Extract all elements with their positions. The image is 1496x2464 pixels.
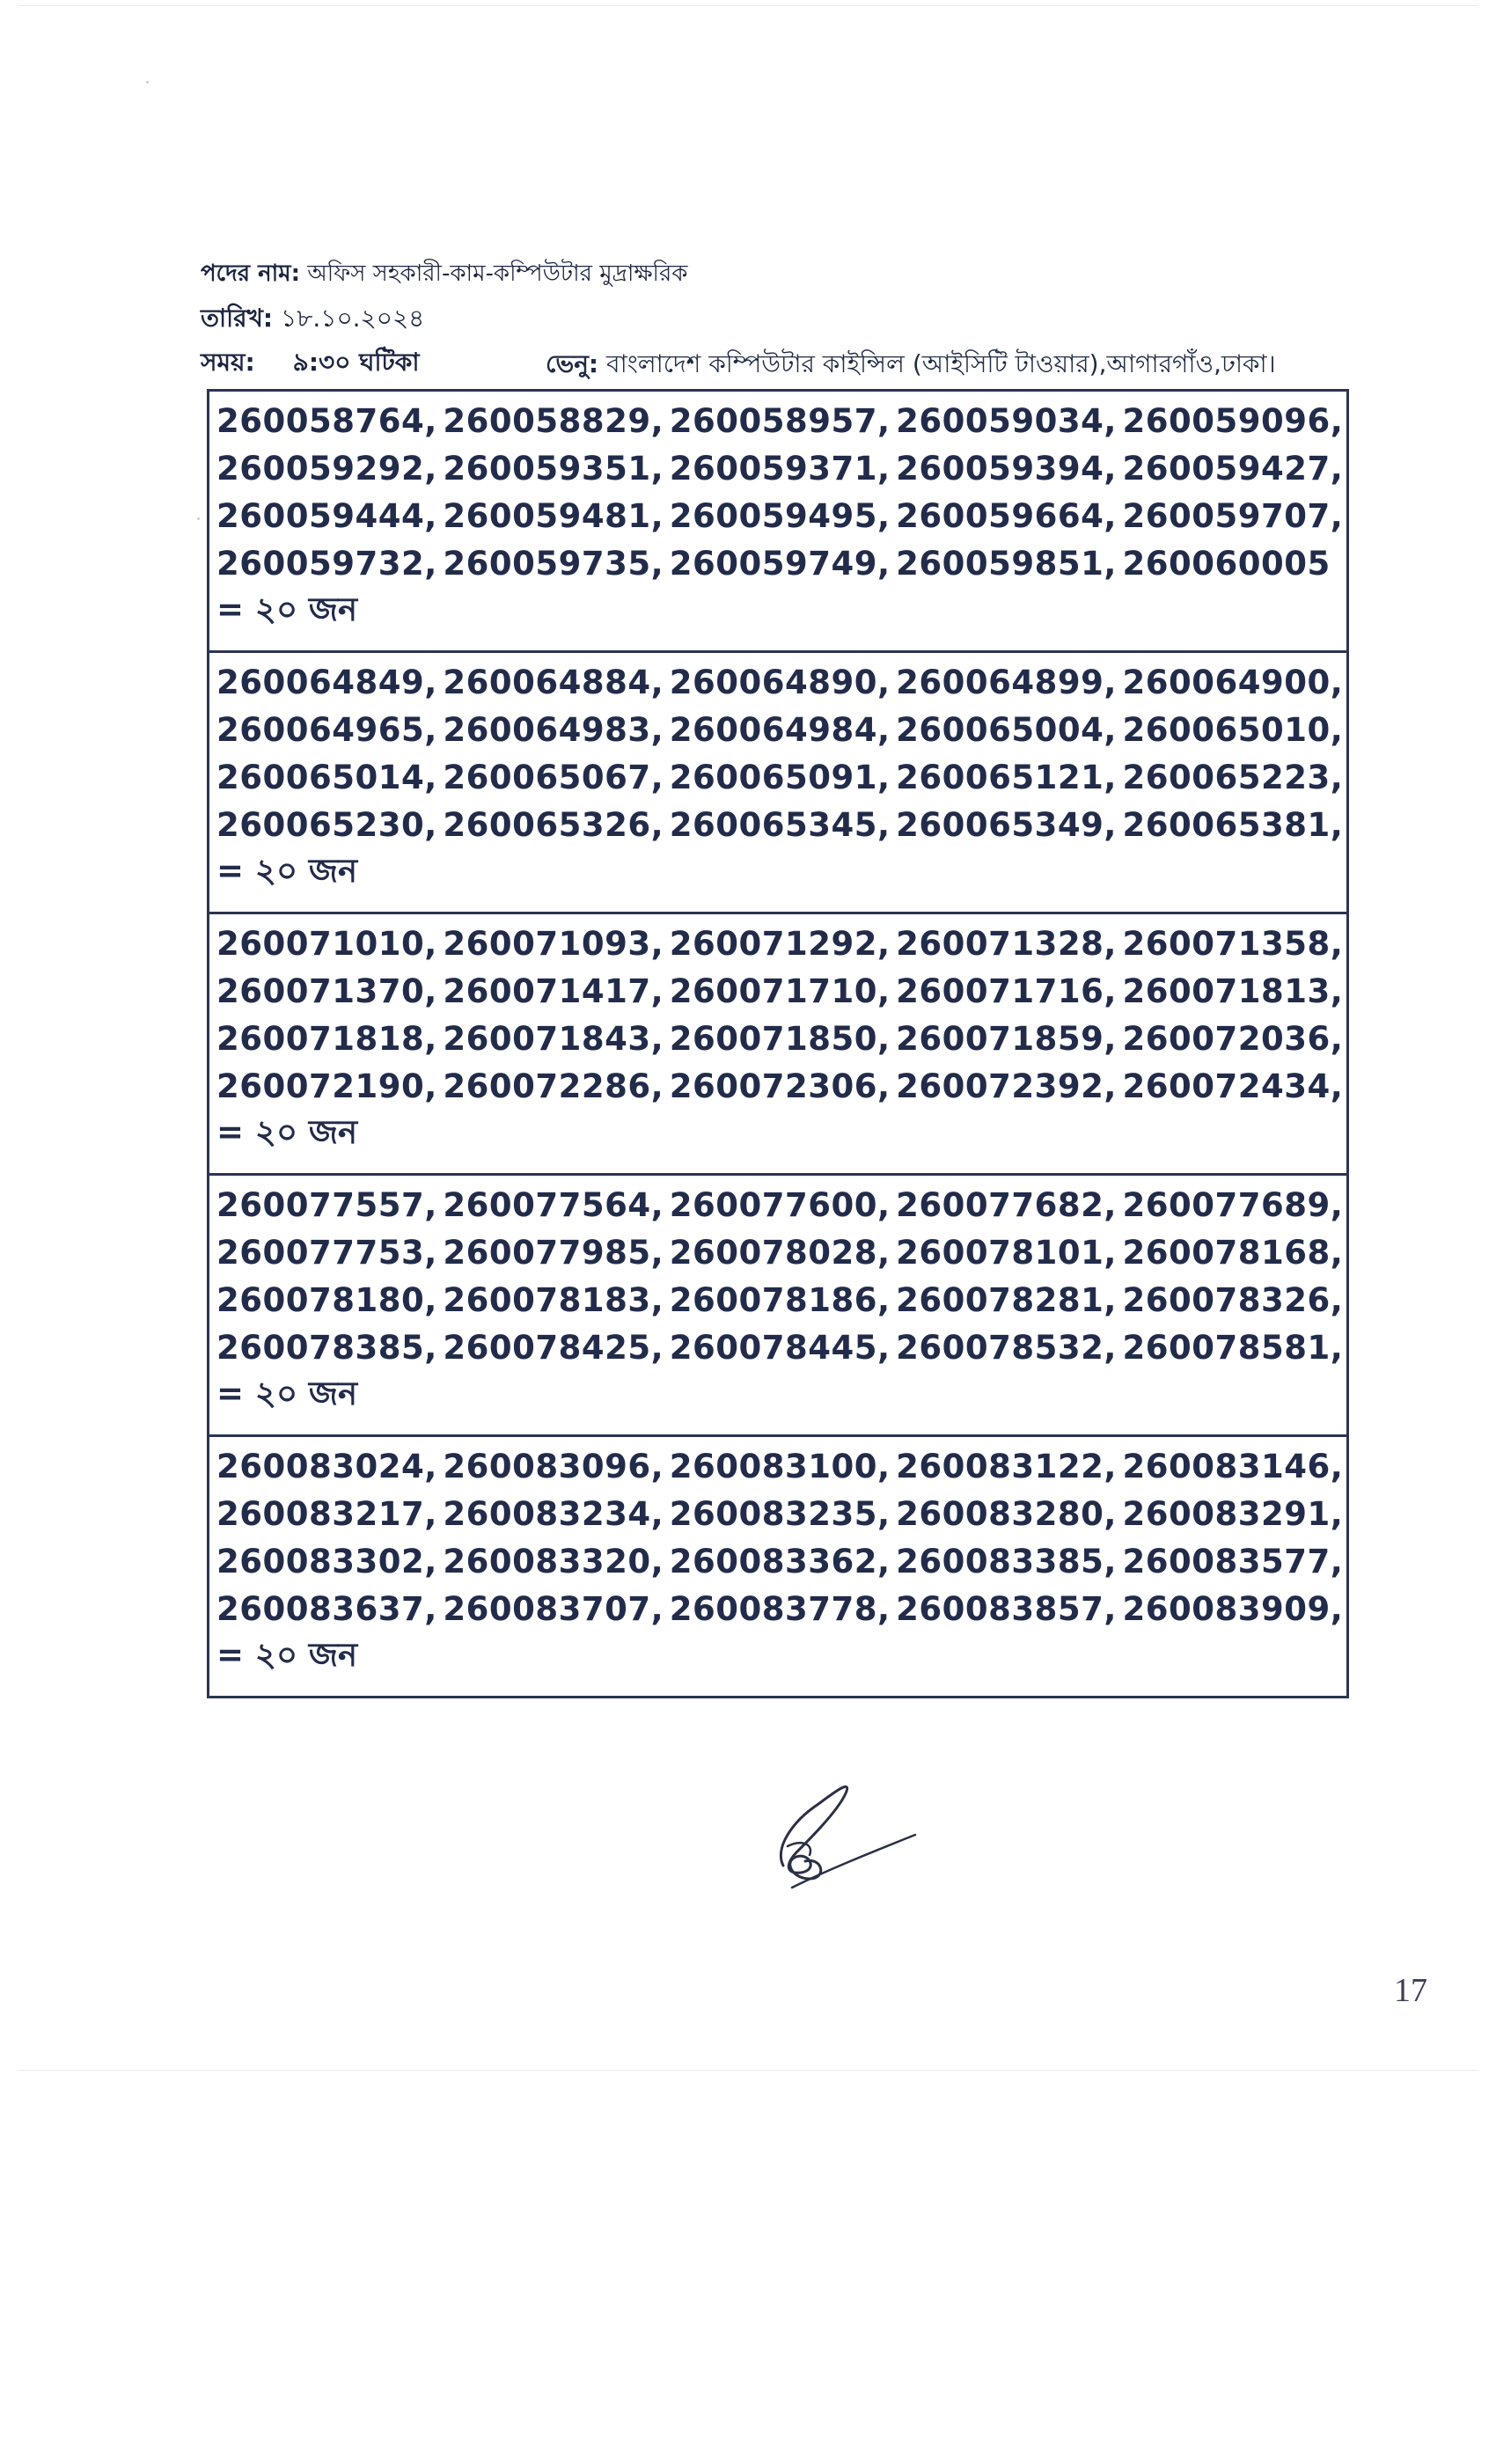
roll-number: 260065345,: [669, 805, 891, 844]
roll-row: [216, 1537, 1346, 1585]
roll-row: [216, 1276, 1346, 1324]
roll-number: 260064984,: [669, 710, 891, 749]
block-total: = ২০ জন: [216, 851, 358, 890]
roll-number: 260065223,: [1122, 758, 1344, 796]
roll-number: 260071710,: [669, 972, 891, 1010]
roll-number: 260077600,: [669, 1185, 891, 1224]
roll-number: 260077557,: [216, 1185, 437, 1224]
roll-number: 260077985,: [443, 1233, 664, 1272]
roll-number: 260078281,: [896, 1280, 1117, 1319]
roll-number: 260059495,: [669, 496, 891, 535]
roll-number: 260071818,: [216, 1019, 437, 1058]
roll-number: 260059735,: [443, 544, 664, 583]
roll-number: 260059394,: [896, 449, 1117, 488]
roll-row: [216, 706, 1346, 753]
roll-number: 260077753,: [216, 1233, 437, 1272]
roll-row: [216, 1181, 1346, 1228]
roll-number: 260083909,: [1122, 1589, 1344, 1628]
roll-number: 260059732,: [216, 544, 437, 583]
scan-speck: [146, 81, 149, 84]
roll-number: 260078581,: [1122, 1328, 1344, 1367]
roll-number: 260071370,: [216, 972, 437, 1010]
roll-block: [209, 1437, 1346, 1698]
roll-number: 260077689,: [1122, 1185, 1344, 1224]
roll-row: [216, 1442, 1346, 1490]
block-total: = ২০ জন: [216, 590, 358, 628]
roll-number: 260072392,: [896, 1067, 1117, 1105]
roll-number: 260064965,: [216, 710, 437, 749]
roll-number: 260071328,: [896, 924, 1117, 963]
roll-row: [216, 1015, 1346, 1062]
roll-number: 260083280,: [896, 1494, 1117, 1533]
roll-row: [216, 1228, 1346, 1276]
roll-number: 260083235,: [669, 1494, 891, 1533]
roll-number: 260077564,: [443, 1185, 664, 1224]
roll-number: 260071850,: [669, 1019, 891, 1058]
roll-row: [216, 967, 1346, 1015]
roll-row: [216, 1490, 1346, 1537]
page-number: 17: [1394, 1972, 1427, 2009]
roll-number: 260083857,: [896, 1589, 1117, 1628]
roll-number: 260059292,: [216, 449, 437, 488]
roll-block: [209, 653, 1346, 914]
roll-number: 260059851,: [896, 544, 1117, 583]
roll-number: 260059096,: [1122, 401, 1344, 440]
block-total: = ২০ জন: [216, 1374, 358, 1412]
roll-number: 260078425,: [443, 1328, 664, 1367]
roll-number: 260064884,: [443, 663, 664, 701]
roll-number: 260058829,: [443, 401, 664, 440]
roll-number: 260065230,: [216, 805, 437, 844]
roll-number: 260065010,: [1122, 710, 1344, 749]
roll-number: 260072286,: [443, 1067, 664, 1105]
roll-number-table: [207, 389, 1349, 1698]
roll-row: [216, 397, 1346, 444]
scan-edge-bottom: [18, 2070, 1478, 2071]
roll-number: 260083217,: [216, 1494, 437, 1533]
roll-number: 260058957,: [669, 401, 891, 440]
roll-number: 260065004,: [896, 710, 1117, 749]
roll-number: 260083291,: [1122, 1494, 1344, 1533]
roll-number: 260083146,: [1122, 1447, 1344, 1485]
roll-number: 260059707,: [1122, 496, 1344, 535]
roll-number: 260071843,: [443, 1019, 664, 1058]
roll-number: 260060005: [1122, 544, 1331, 583]
roll-number: 260064983,: [443, 710, 664, 749]
roll-number: 260072434,: [1122, 1067, 1344, 1105]
roll-number: 260065091,: [669, 758, 891, 796]
roll-number: 260078326,: [1122, 1280, 1344, 1319]
roll-block: [209, 1176, 1346, 1437]
roll-number: 260064890,: [669, 663, 891, 701]
roll-number: 260064900,: [1122, 663, 1344, 701]
roll-number: 260059444,: [216, 496, 437, 535]
roll-number: 260083385,: [896, 1542, 1117, 1580]
roll-number: 260071417,: [443, 972, 664, 1010]
roll-number: 260059034,: [896, 401, 1117, 440]
roll-number: 260059664,: [896, 496, 1117, 535]
roll-row: [216, 658, 1346, 706]
roll-number: 260083122,: [896, 1447, 1117, 1485]
roll-number: 260077682,: [896, 1185, 1117, 1224]
roll-number: 260065121,: [896, 758, 1117, 796]
roll-number: 260065381,: [1122, 805, 1344, 844]
roll-number: 260071859,: [896, 1019, 1117, 1058]
roll-number: 260078180,: [216, 1280, 437, 1319]
post-label: পদের নাম:: [201, 260, 301, 287]
roll-number: 260078028,: [669, 1233, 891, 1272]
scan-edge-top: [18, 5, 1478, 6]
roll-number: 260065014,: [216, 758, 437, 796]
roll-number: 260083302,: [216, 1542, 437, 1580]
post-line: [201, 255, 687, 294]
roll-number: 260078385,: [216, 1328, 437, 1367]
roll-number: 260064899,: [896, 663, 1117, 701]
roll-row: [216, 920, 1346, 967]
roll-number: 260072036,: [1122, 1019, 1344, 1058]
roll-number: 260058764,: [216, 401, 437, 440]
roll-number: 260083096,: [443, 1447, 664, 1485]
roll-number: 260064849,: [216, 663, 437, 701]
time-label: সময়:: [201, 348, 255, 377]
roll-number: 260083320,: [443, 1542, 664, 1580]
date-label: তারিখ:: [201, 304, 274, 333]
post-value: অফিস সহকারী-কাম-কম্পিউটার মুদ্রাক্ষরিক: [307, 260, 688, 287]
roll-number: 260065349,: [896, 805, 1117, 844]
roll-number: 260083577,: [1122, 1542, 1344, 1580]
roll-number: 260083778,: [669, 1589, 891, 1628]
roll-number: 260083707,: [443, 1589, 664, 1628]
scan-speck: [197, 517, 200, 520]
venue-value: বাংলাদেশ কম্পিউটার কাইন্সিল (আইসিটি টাওয়ার),আগারগাঁও,ঢাকা।: [606, 349, 1276, 378]
roll-row: [216, 801, 1346, 848]
roll-number: 260059749,: [669, 544, 891, 583]
roll-number: 260059481,: [443, 496, 664, 535]
roll-row: [216, 539, 1346, 587]
roll-number: 260071813,: [1122, 972, 1344, 1010]
signature-icon: [757, 1769, 933, 1901]
roll-number: 260078186,: [669, 1280, 891, 1319]
roll-number: 260083024,: [216, 1447, 437, 1485]
roll-row: [216, 444, 1346, 492]
roll-row: [216, 1324, 1346, 1371]
roll-number: 260071358,: [1122, 924, 1344, 963]
date-line: [201, 299, 424, 341]
roll-number: 260083234,: [443, 1494, 664, 1533]
roll-block: [209, 392, 1346, 653]
roll-number: 260078532,: [896, 1328, 1117, 1367]
roll-row: [216, 1062, 1346, 1110]
roll-number: 260059427,: [1122, 449, 1344, 488]
roll-number: 260071010,: [216, 924, 437, 963]
roll-number: 260071292,: [669, 924, 891, 963]
roll-row: [216, 492, 1346, 539]
roll-block: [209, 914, 1346, 1176]
block-total: = ২০ জন: [216, 1112, 358, 1151]
roll-number: 260083637,: [216, 1589, 437, 1628]
roll-number: 260071093,: [443, 924, 664, 963]
roll-number: 260071716,: [896, 972, 1117, 1010]
roll-number: 260065326,: [443, 805, 664, 844]
roll-number: 260083100,: [669, 1447, 891, 1485]
time-line: [201, 343, 419, 385]
roll-number: 260078101,: [896, 1233, 1117, 1272]
roll-number: 260065067,: [443, 758, 664, 796]
roll-number: 260078168,: [1122, 1233, 1344, 1272]
date-value: ১৮.১০.২০২৪: [281, 304, 425, 333]
roll-number: 260083362,: [669, 1542, 891, 1580]
time-value: ৯:৩০ ঘটিকা: [292, 348, 420, 377]
roll-row: [216, 753, 1346, 801]
roll-number: 260078183,: [443, 1280, 664, 1319]
roll-number: 260072306,: [669, 1067, 891, 1105]
roll-number: 260072190,: [216, 1067, 437, 1105]
venue-label: ভেনু:: [546, 349, 599, 378]
roll-number: 260059351,: [443, 449, 664, 488]
roll-number: 260078445,: [669, 1328, 891, 1367]
block-total: = ২০ জন: [216, 1635, 358, 1674]
roll-number: 260059371,: [669, 449, 891, 488]
roll-row: [216, 1585, 1346, 1632]
venue-line: [546, 345, 1276, 386]
